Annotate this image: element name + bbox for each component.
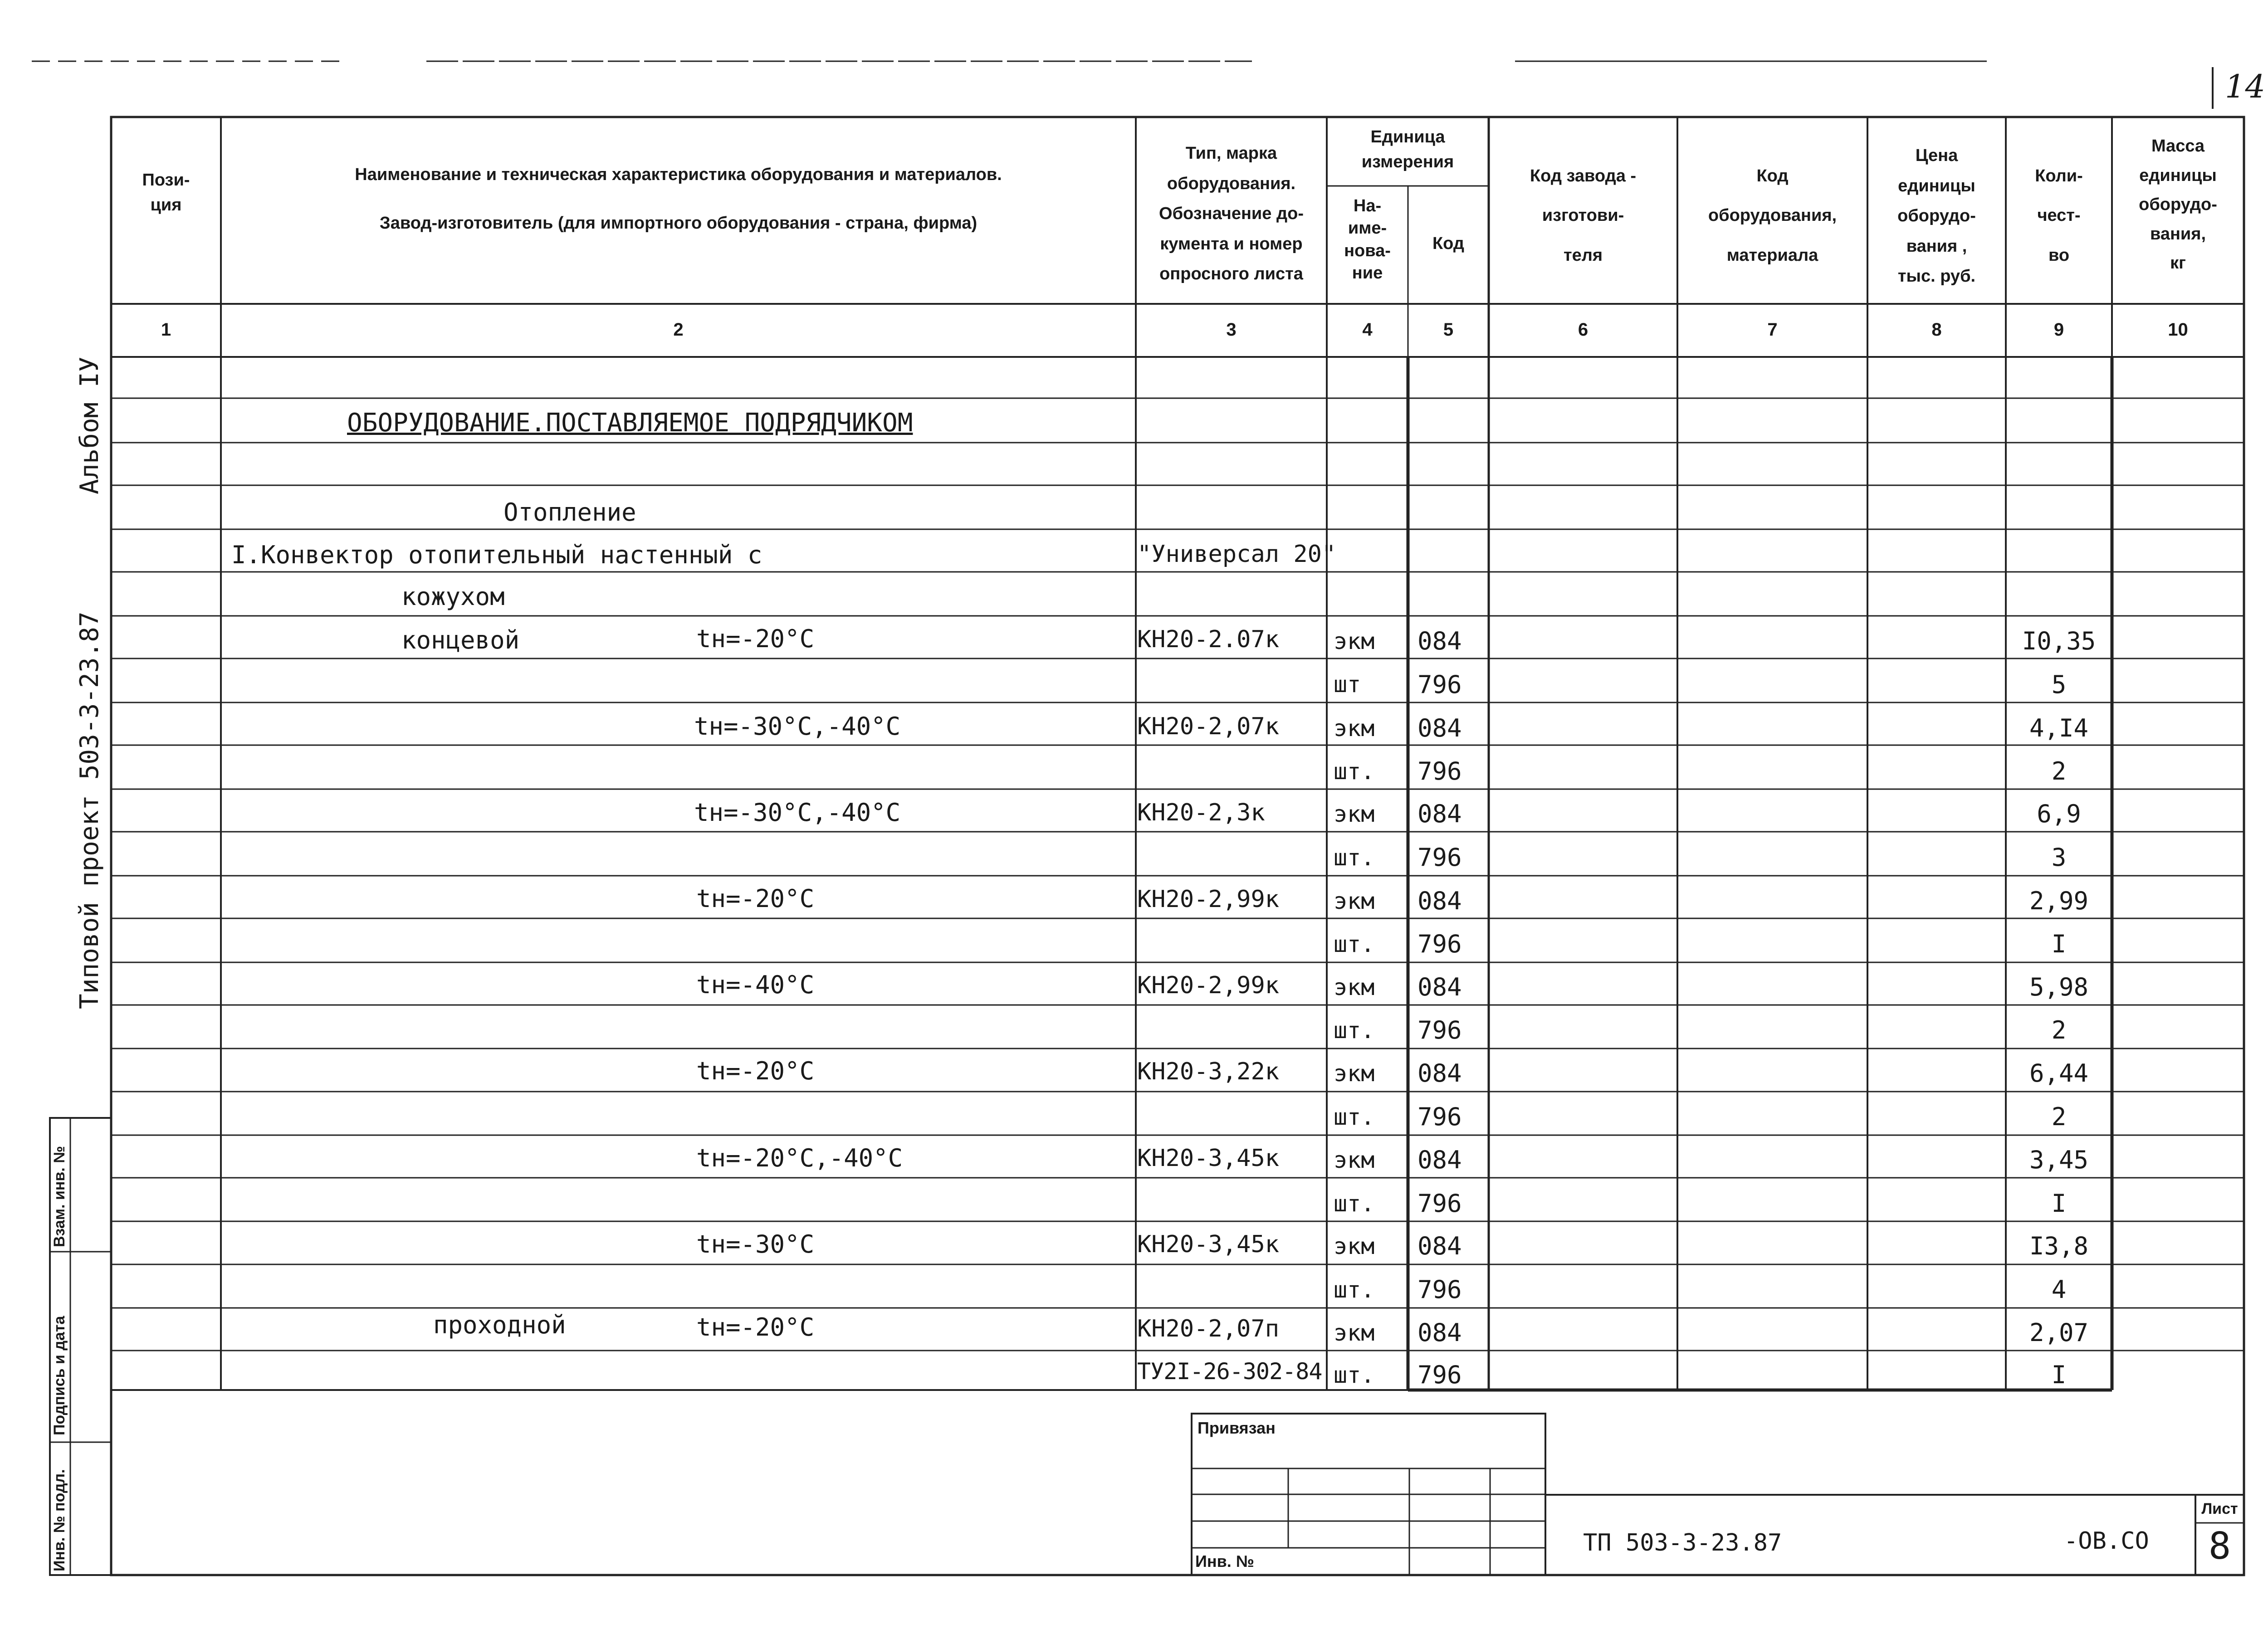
unit-code: 084 xyxy=(1418,1059,1462,1088)
unit-code: 796 xyxy=(1418,757,1462,785)
item-type: КН20-2.07к xyxy=(1137,626,1280,653)
item-variant: проходной xyxy=(433,1311,566,1339)
quantity-value: 6,44 xyxy=(2029,1059,2089,1088)
column-number: 4 xyxy=(1362,320,1373,340)
temperature-condition: tн=-20°С xyxy=(696,624,815,653)
quantity-value: I xyxy=(2051,930,2067,958)
quantity-value: 5 xyxy=(2051,670,2067,699)
stamp-replace-label: Взам. инв. № xyxy=(51,1146,68,1247)
column-number: 2 xyxy=(673,320,684,340)
column-number: 3 xyxy=(1226,320,1237,340)
unit-name: шт. xyxy=(1334,1190,1375,1217)
quantity-value: 2,99 xyxy=(2029,887,2089,915)
header-name-line1: Наименование и техническая характеристика оборудования и материалов. xyxy=(355,165,1002,184)
quantity-value: 4,I4 xyxy=(2029,714,2089,742)
subsection-heading: Отопление xyxy=(503,498,636,527)
unit-code: 084 xyxy=(1418,973,1462,1001)
unit-code: 084 xyxy=(1418,887,1462,915)
quantity-value: 2 xyxy=(2051,1102,2067,1131)
unit-name: экм xyxy=(1334,888,1375,914)
unit-name: экм xyxy=(1334,628,1375,654)
quantity-value: 4 xyxy=(2051,1275,2067,1304)
unit-name: экм xyxy=(1334,1320,1375,1346)
header-price: Цена единицы оборудо- вания , тыс. руб. xyxy=(1897,146,1976,286)
document-suffix: -ОВ.СО xyxy=(2064,1527,2149,1555)
unit-code: 796 xyxy=(1418,1016,1462,1044)
quantity-value: I3,8 xyxy=(2029,1232,2089,1260)
unit-code: 084 xyxy=(1418,800,1462,828)
header-mass: Масса единицы оборудо- вания, кг xyxy=(2139,137,2217,273)
quantity-value: 3 xyxy=(2051,843,2067,872)
unit-code: 796 xyxy=(1418,843,1462,872)
unit-name: экм xyxy=(1334,974,1375,1000)
quantity-value: 2 xyxy=(2051,757,2067,785)
column-number: 1 xyxy=(161,320,171,340)
unit-code: 796 xyxy=(1418,670,1462,699)
item-type: КН20-3,22к xyxy=(1137,1058,1280,1085)
unit-name: шт. xyxy=(1334,844,1375,871)
unit-code: 084 xyxy=(1418,714,1462,742)
column-number: 8 xyxy=(1931,320,1942,340)
column-number: 9 xyxy=(2053,320,2064,340)
quantity-value: 6,9 xyxy=(2037,800,2081,828)
column-number: 7 xyxy=(1767,320,1778,340)
temperature-condition: tн=-20°С,-40°С xyxy=(696,1144,903,1172)
temperature-condition: tн=-20°С xyxy=(696,884,815,913)
item-type: КН20-2,07п xyxy=(1137,1315,1280,1342)
quantity-value: 5,98 xyxy=(2029,973,2089,1001)
document-code: ТП 503-3-23.87 xyxy=(1583,1529,1782,1556)
unit-name: шт. xyxy=(1334,1104,1375,1130)
header-position: Пози- ция xyxy=(142,171,190,215)
unit-name: шт xyxy=(1334,671,1361,697)
unit-name: экм xyxy=(1334,1233,1375,1259)
temperature-condition: tн=-30°С xyxy=(696,1230,815,1258)
item-type: ТУ2I-26-302-84 xyxy=(1137,1358,1322,1385)
quantity-value: I xyxy=(2051,1361,2067,1389)
item-type: КН20-2,99к xyxy=(1137,972,1280,999)
unit-name: шт. xyxy=(1334,1017,1375,1044)
column-number: 6 xyxy=(1578,320,1589,340)
column-number: 10 xyxy=(2168,320,2188,340)
header-factory-code: Код завода - изготови- теля xyxy=(1530,166,1637,265)
unit-code: 084 xyxy=(1418,1232,1462,1260)
header-unit-code: Код xyxy=(1432,234,1465,253)
sheet-number: 8 xyxy=(2208,1525,2231,1568)
quantity-value: 2,07 xyxy=(2029,1318,2089,1347)
album-label: Альбом IУ xyxy=(75,356,104,494)
unit-name: шт. xyxy=(1334,1362,1375,1388)
temperature-condition: tн=-40°С xyxy=(696,971,815,999)
handwritten-page-number: 14 xyxy=(2225,68,2266,105)
unit-name: экм xyxy=(1334,715,1375,741)
temperature-condition: tн=-20°С xyxy=(696,1057,815,1085)
unit-code: 084 xyxy=(1418,627,1462,655)
stamp-inv-label: Инв. № подл. xyxy=(51,1469,68,1571)
header-type: Тип, марка оборудования. Обозначение до- кумента и номер опросного листа xyxy=(1159,144,1304,283)
stamp-signature-label: Подпись и дата xyxy=(51,1316,68,1435)
header-equipment-code: Код оборудования, материала xyxy=(1708,166,1837,265)
item-type: "Универсал 20" xyxy=(1137,541,1336,568)
item-type: КН20-2,3к xyxy=(1137,799,1265,826)
header-unit-name: На- име- нова- ние xyxy=(1344,196,1391,283)
item-type: КН20-2,99к xyxy=(1137,886,1280,913)
temperature-condition: tн=-30°С,-40°С xyxy=(694,798,901,827)
column-number: 5 xyxy=(1443,320,1454,340)
temperature-condition: tн=-30°С,-40°С xyxy=(694,712,901,741)
header-name-line2: Завод-изготовитель (для импортного оборудования - страна, фирма) xyxy=(379,214,978,233)
item-name: кожухом xyxy=(401,582,505,611)
item-type: КН20-3,45к xyxy=(1137,1145,1280,1172)
unit-code: 084 xyxy=(1418,1318,1462,1347)
quantity-value: I xyxy=(2051,1189,2067,1218)
unit-name: экм xyxy=(1334,1060,1375,1087)
inventory-number-label: Инв. № xyxy=(1195,1552,1254,1571)
item-type: КН20-3,45к xyxy=(1137,1231,1280,1258)
item-variant: концевой xyxy=(401,626,520,654)
unit-name: шт. xyxy=(1334,1277,1375,1303)
temperature-condition: tн=-20°С xyxy=(696,1313,815,1341)
header-unit-group: Единица измерения xyxy=(1361,127,1454,172)
attached-label: Привязан xyxy=(1198,1419,1276,1437)
quantity-value: 2 xyxy=(2051,1016,2067,1044)
quantity-value: I0,35 xyxy=(2022,627,2096,655)
section-heading: ОБОРУДОВАНИЕ.ПОСТАВЛЯЕМОЕ ПОДРЯДЧИКОМ xyxy=(347,408,913,438)
unit-code: 084 xyxy=(1418,1146,1462,1174)
unit-code: 796 xyxy=(1418,1189,1462,1218)
sheet-label: Лист xyxy=(2201,1500,2238,1517)
project-label: Типовой проект 503-3-23.87 xyxy=(75,611,104,1009)
quantity-value: 3,45 xyxy=(2029,1146,2089,1174)
unit-name: шт. xyxy=(1334,931,1375,957)
header-quantity: Коли- чест- во xyxy=(2035,166,2083,265)
unit-name: экм xyxy=(1334,1147,1375,1173)
unit-code: 796 xyxy=(1418,930,1462,958)
unit-code: 796 xyxy=(1418,1361,1462,1389)
unit-code: 796 xyxy=(1418,1102,1462,1131)
unit-name: экм xyxy=(1334,801,1375,827)
unit-name: шт. xyxy=(1334,758,1375,785)
item-name: I.Конвектор отопительный настенный с xyxy=(231,541,763,569)
unit-code: 796 xyxy=(1418,1275,1462,1304)
item-type: КН20-2,07к xyxy=(1137,713,1280,740)
